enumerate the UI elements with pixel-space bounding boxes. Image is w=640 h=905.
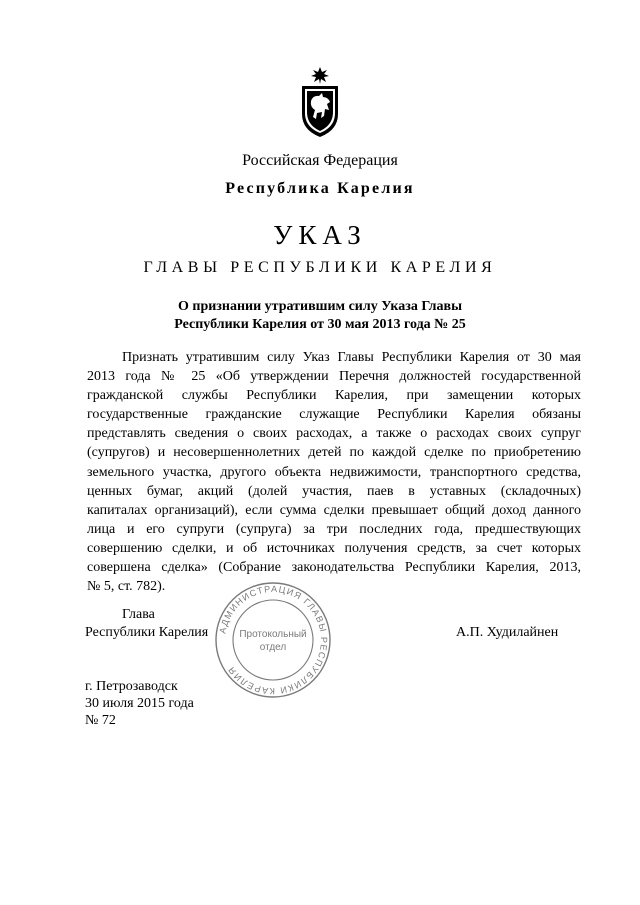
body-line: 2013 года № 25 «Об утверждении Перечня должностей государственной xyxy=(87,369,581,385)
body-line: государственные гражданские служащие Республики Карелия обязаны xyxy=(87,407,581,423)
document-number: № 72 xyxy=(85,713,116,728)
document-body xyxy=(87,348,581,596)
stamp-ring-text: АДМИНИСТРАЦИЯ ГЛАВЫ РЕСПУБЛИКИ КАРЕЛИЯ xyxy=(217,583,330,697)
stamp-center-line: Протокольный xyxy=(239,629,307,640)
document-title xyxy=(0,298,640,334)
body-line: лица и его супруги (супруга) за три последних года, предшествующих xyxy=(87,521,581,537)
body-line: совершена сделка» (Собрание законодательства Республики Карелия, 2013, xyxy=(87,560,581,576)
issuer-heading: ГЛАВЫ РЕСПУБЛИКИ КАРЕЛИЯ xyxy=(143,259,497,276)
body-line: ценных бумаг, акций (долей участия, паев в уставных (складочных) xyxy=(87,483,581,499)
body-line: гражданской службы Республики Карелия, при замещении которых xyxy=(87,388,581,404)
official-stamp-icon xyxy=(207,580,339,700)
document-title-line: Республики Карелия от 30 мая 2013 года № 25 xyxy=(174,317,466,332)
body-line: совершению сделки, и об источниках получения средств, за счет которых xyxy=(87,540,581,556)
issue-date: 30 июля 2015 года xyxy=(85,696,194,711)
document-title-line: О признании утратившим силу Указа Главы xyxy=(177,299,462,314)
federation-heading: Российская Федерация xyxy=(242,152,398,169)
body-line: представлять сведения о своих расходах, а также о расходах своих супруг xyxy=(87,426,581,442)
stamp-center-line: отдел xyxy=(259,642,287,653)
republic-heading: Республика Карелия xyxy=(225,180,415,197)
body-line: земельного участка, другого объекта недвижимости, транспортного средства, xyxy=(87,464,581,480)
signatory-name: А.П. Худилайнен xyxy=(456,625,559,640)
signatory-title-line: Глава xyxy=(122,607,155,622)
body-line: капиталах организаций), если сумма сделки превышает общий доход данного xyxy=(87,502,581,518)
body-line: (супругов) и несовершеннолетних детей по каждой сделке по приобретению xyxy=(87,445,581,461)
issue-place: г. Петрозаводск xyxy=(85,679,178,694)
body-line: № 5, ст. 782). xyxy=(87,579,166,595)
document-type-heading: УКАЗ xyxy=(273,220,367,250)
signatory-title-line: Республики Карелия xyxy=(85,625,209,640)
karelia-coat-of-arms-icon xyxy=(298,66,342,138)
body-line: Признать утратившим силу Указ Главы Республики Карелия от 30 мая xyxy=(122,350,581,365)
